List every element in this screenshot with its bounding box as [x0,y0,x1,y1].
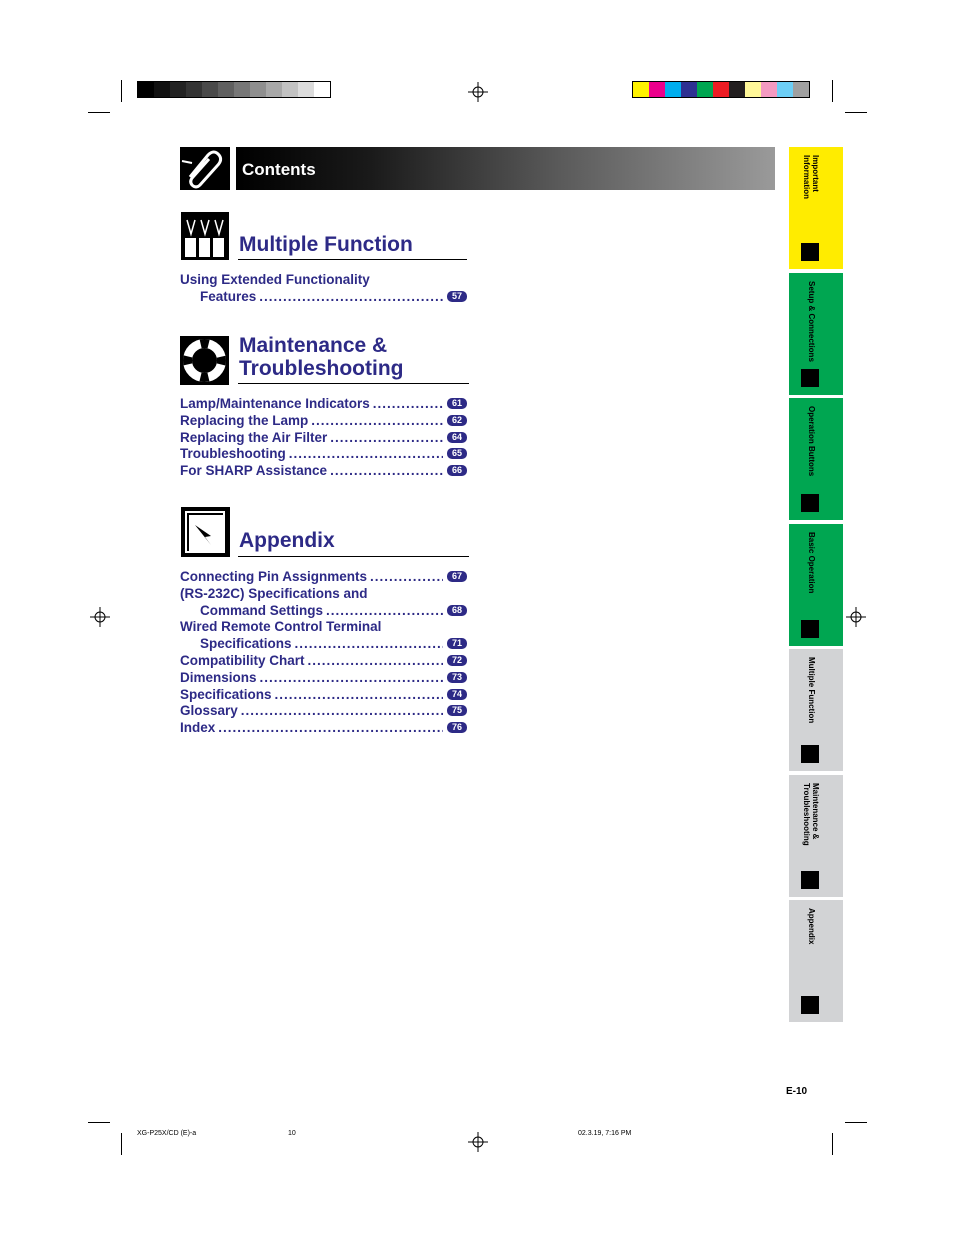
swatch [777,82,793,97]
hand-pointer-icon [801,620,819,638]
paperclip-icon [180,147,230,190]
swatch [665,82,681,97]
page-badge: 73 [447,672,467,683]
toc-entry[interactable]: Specifications ..... 74 [180,685,467,702]
toc-entry[interactable]: Features ..... 57 [180,287,467,304]
page-badge: 62 [447,415,467,426]
page-title: Contents [242,160,316,179]
page-badge: 74 [447,689,467,700]
toc-entry[interactable]: Troubleshooting ..... 65 [180,444,467,461]
swatch [138,82,154,97]
toc-entry[interactable]: Dimensions ..... 73 [180,668,467,685]
page-badge: 64 [447,432,467,443]
swatch [250,82,266,97]
registration-mark-icon [468,82,488,102]
toc-entry[interactable]: Replacing the Air Filter ..... 64 [180,428,467,445]
section-title-multiple-function: Multiple Function [239,233,413,256]
swatch [681,82,697,97]
page-badge: 76 [447,722,467,733]
swatch [713,82,729,97]
multiple-function-icon [181,212,229,260]
lifebuoy-icon [801,871,819,889]
remote-icon [801,494,819,512]
sidebar-tab-label: Basic Operation [807,531,816,593]
toc-entry[interactable]: Replacing the Lamp ..... 62 [180,411,467,428]
page-number: E-10 [786,1086,808,1097]
swatch [282,82,298,97]
section-rule [238,259,467,260]
sidebar-tab[interactable] [789,900,843,1022]
plug-icon [801,369,819,387]
toc-entry[interactable]: Using Extended Functionality [180,272,370,287]
toc-entry[interactable]: Connecting Pin Assignments ..... 67 [180,567,467,584]
contents-header-bar [236,147,775,190]
page-badge: 66 [447,465,467,476]
page-badge: 67 [447,571,467,582]
swatch [202,82,218,97]
sidebar-tab-label: Important Information [802,155,820,199]
section-rule [238,383,469,384]
sidebar-tab[interactable] [789,147,843,269]
swatch [218,82,234,97]
sidebar-tab[interactable] [789,273,843,395]
appendix-icon [181,507,230,557]
sidebar-tab-label: Appendix [807,908,816,945]
page-badge: 72 [447,655,467,666]
section-title-maintenance: Maintenance & Troubleshooting [239,334,404,380]
toc-entry[interactable]: Wired Remote Control Terminal [180,619,382,635]
paperclip-icon [801,243,819,261]
footer-file: XG-P25X/CD (E)-a [137,1130,197,1137]
swatch [761,82,777,97]
swatch [154,82,170,97]
swatch [633,82,649,97]
section-title-appendix: Appendix [239,529,335,552]
swatch [649,82,665,97]
appendix-icon [801,996,819,1014]
toc-entry[interactable]: For SHARP Assistance ..... 66 [180,461,467,478]
page-badge: 65 [447,448,467,459]
sidebar-tab[interactable] [789,775,843,897]
registration-mark-icon [90,607,110,627]
page-badge: 57 [447,291,467,302]
grayscale-bar [137,81,331,98]
page-badge: 71 [447,638,467,649]
multiple-function-icon [801,745,819,763]
page-badge: 61 [447,398,467,409]
toc-entry[interactable]: Compatibility Chart ..... 72 [180,651,467,668]
sidebar-tab-label: Multiple Function [807,657,816,724]
toc-entry[interactable]: Lamp/Maintenance Indicators ..... 61 [180,394,467,411]
swatch [234,82,250,97]
sidebar-tab[interactable] [789,649,843,771]
sidebar-tab[interactable] [789,524,843,646]
swatch [314,82,330,97]
toc-entry[interactable]: Specifications ..... 71 [180,634,467,651]
swatch [697,82,713,97]
sidebar-tab-label: Maintenance & Troubleshooting [802,782,820,846]
registration-mark-icon [846,607,866,627]
page-badge: 68 [447,605,467,616]
sidebar-tab[interactable] [789,398,843,520]
swatch [729,82,745,97]
toc-entry[interactable]: Glossary ..... 75 [180,701,467,718]
toc-entry[interactable]: (RS-232C) Specifications and [180,585,368,601]
sidebar-tab-label: Operation Buttons [807,406,816,477]
page-badge: 75 [447,705,467,716]
registration-mark-icon [468,1132,488,1152]
swatch [186,82,202,97]
footer-date: 02.3.19, 7:16 PM [578,1130,632,1137]
swatch [170,82,186,97]
lifebuoy-icon [180,336,229,385]
footer-page: 10 [288,1130,296,1137]
section-rule [238,556,469,557]
sidebar-tab-label: Setup & Connections [807,280,816,362]
toc-entry[interactable]: Index ..... 76 [180,718,467,735]
swatch [793,82,809,97]
toc-entry[interactable]: Command Settings ..... 68 [180,601,467,618]
swatch [298,82,314,97]
swatch [745,82,761,97]
color-bar [632,81,810,98]
swatch [266,82,282,97]
